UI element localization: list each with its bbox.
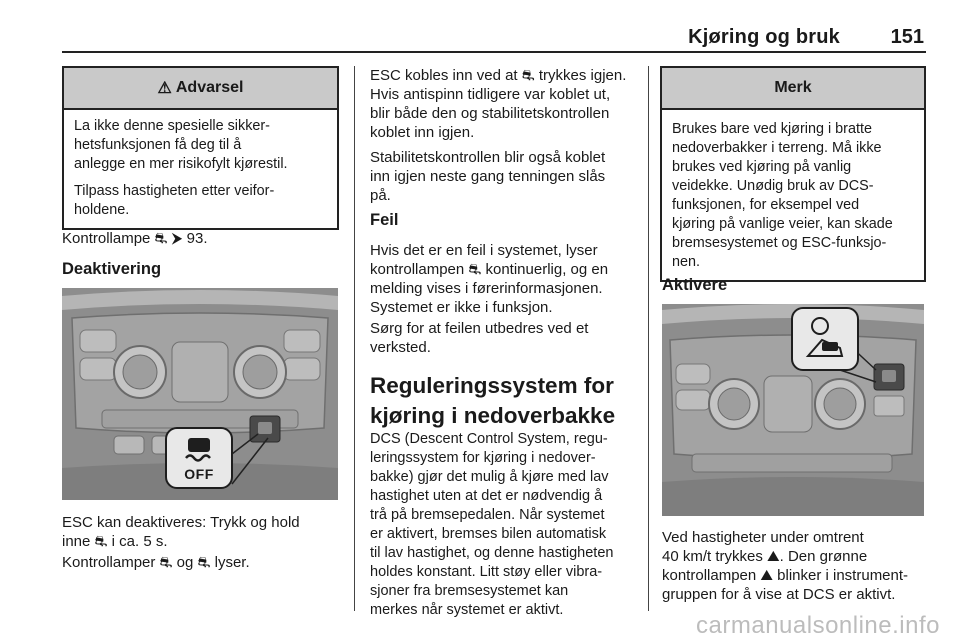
warning-box-header (64, 68, 337, 110)
column-divider-left (354, 66, 355, 611)
column-divider-right (648, 66, 649, 611)
dcs-activate-instruction: Ved hastigheter under omtrent 40 km/t trykkes ⛰. Den grønne kontrollampen ⛰ blinker i instrument- gruppen for å vise at DCS er aktivt. (662, 529, 909, 603)
esc-off-button-label: OFF (184, 466, 214, 482)
note-text: Brukes bare ved kjøring i bratte nedoverbakker i terreng. Må ikke brukes ved kjøring på vanlig veidekke. Unødig bruk av DCS- funksjonen, for eksempel ved kjøring på vanlige veier, kan skade bremsesystemet og ESC-funksjo- nen. (672, 121, 893, 270)
warning-box-body (64, 110, 337, 228)
note-box-title: Merk (774, 79, 812, 96)
esc-reactivate-text: ESC kobles inn ved at ⛐ trykkes igjen. Hvis antispinn tidligere var koblet ut, blir både den og stabilitetskontrollen koblet inn igjen. (370, 67, 627, 141)
control-lamps-text: Kontrollamper ⛐ og ⛐ lyser. (62, 554, 250, 571)
console-illustration-activate (662, 304, 924, 516)
error-heading: Feil (370, 211, 399, 229)
deactivation-heading: Deaktivering (62, 260, 162, 278)
deactivate-instruction: ESC kan deaktiveres: Trykk og hold inne ⛐ i ca. 5 s. (62, 514, 300, 550)
page-number: 151 (890, 26, 924, 48)
dcs-description: DCS (Descent Control System, regu- leringssystem for kjøring i nedover- bakke) gjør det mulig å kjøre med lav hastighet uten at det er nødvendig å trå på bremsepedalen. Når systemet er aktivert, bremses bilen automatisk til lav hastighet, og denne hastigheten holdes konstant. Litt støy eller vibra- sjoner fra bremsesystemet kan merkes når systemet er aktivt. (370, 431, 614, 618)
console-drawing-dcs (662, 304, 924, 516)
watermark: carmanualsonline.info (696, 612, 940, 639)
workshop-text: Sørg for at feilen utbedres ved et verksted. (370, 320, 589, 356)
note-box-body (662, 110, 924, 280)
warning-box-title: Advarsel (175, 79, 244, 96)
warning-triangle-icon: ⚠ (157, 80, 172, 97)
console-illustration-deactivate (62, 288, 338, 500)
activate-heading: Aktivere (662, 276, 728, 294)
control-lamp-reference: Kontrollampe ⛐ ⮞ 93. (62, 230, 208, 247)
error-description: Hvis det er en feil i systemet, lyser kontrollampen ⛐ kontinuerlig, og en melding vises i førerinformasjonen. Systemet er ikke i funksjon. (370, 242, 609, 316)
header-rule (62, 51, 926, 53)
note-box (660, 66, 926, 282)
warning-box (62, 66, 339, 230)
warning-paragraph: Tilpass hastigheten etter veifor- holdene. (74, 183, 275, 218)
dcs-section-heading: Reguleringssystem for kjøring i nedoverbakke (370, 373, 616, 428)
note-box-header (662, 68, 924, 110)
page-header-title: Kjøring og bruk (688, 26, 840, 48)
stability-control-text: Stabilitetskontrollen blir også koblet inn igjen neste gang tenningen slås på. (370, 149, 606, 204)
warning-paragraph: La ikke denne spesielle sikker- hetsfunksjonen få deg til å anlegge en mer risikofylt kjørestil. (74, 118, 288, 172)
